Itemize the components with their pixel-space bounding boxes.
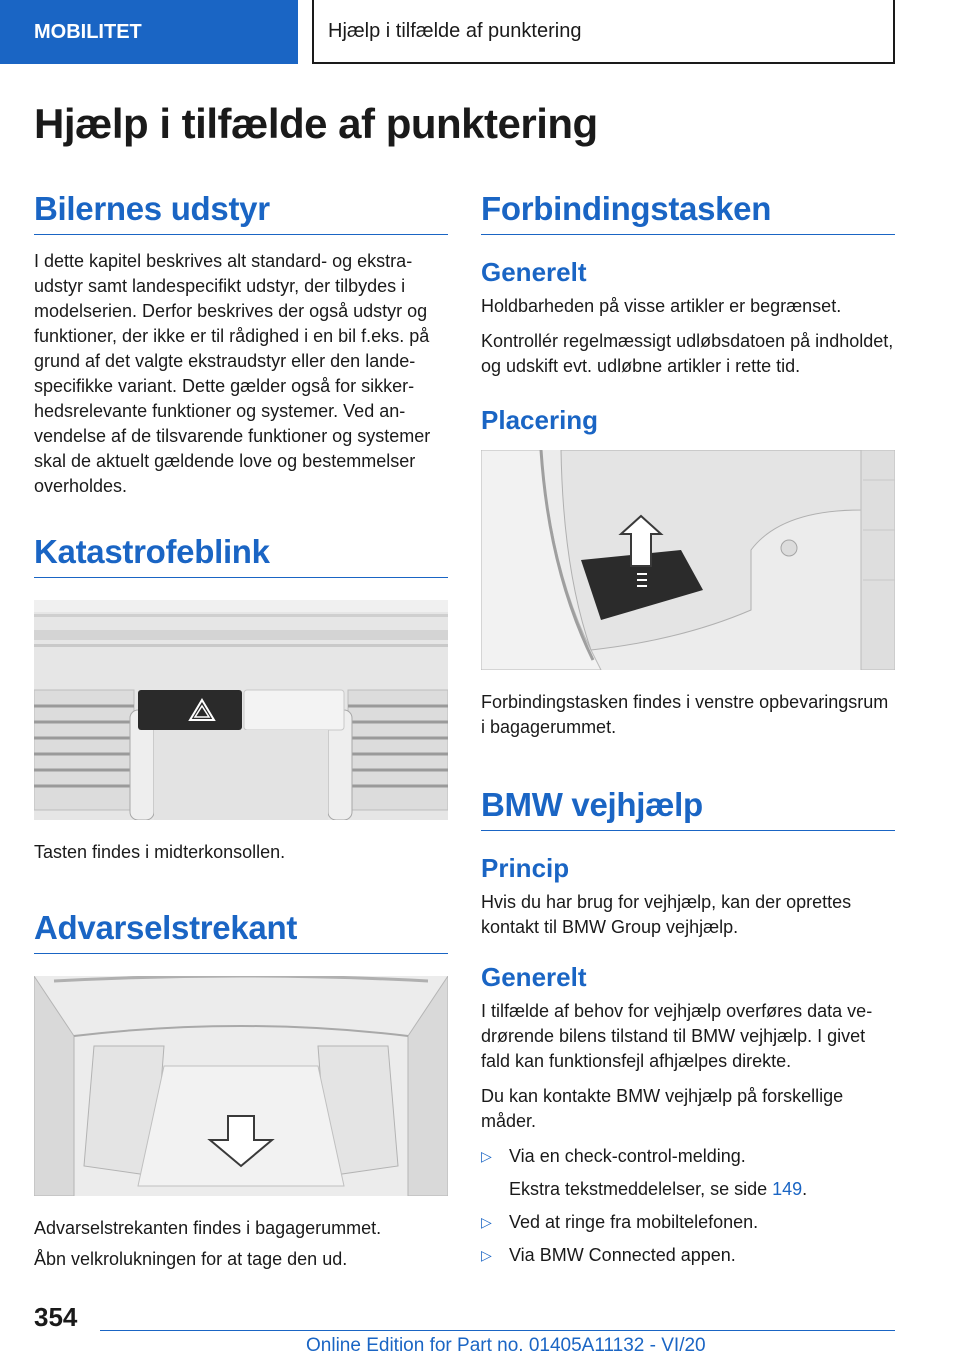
list-item-text: Ved at ringe fra mobiltelefonen. [509,1212,759,1232]
trunk-triangle-image [34,976,448,1196]
heading-assist: BMW vejhjælp [481,786,895,831]
heading-principle: Princip [481,853,570,883]
section-tab [0,0,298,64]
page-title: Hjælp i tilfælde af punktering [34,100,598,147]
list-sub-text [509,1177,807,1202]
heading-placement: Placering [481,405,599,435]
heading-assist-general: Generelt [481,962,587,992]
triangle-caption-2: Åbn velkrolukningen for at tage den ud. [34,1249,348,1269]
heading-equipment: Bilernes udstyr [34,190,448,235]
sub-text-end: . [802,1179,808,1199]
hazard-button-image [34,600,448,820]
footer-edition: Online Edition for Part no. 01405A11132 - VI/20 [306,1335,706,1356]
list-item-text: Via en check-control-melding. [509,1146,746,1166]
heading-firstaid-general: Generelt [481,257,587,287]
triangle-caption-1: Advarselstrekanten findes i bagagerummet. [34,1218,382,1238]
assist-general-p2: Du kan kontakte BMW vejhjælp på forskellige måder. [481,1086,844,1131]
heading-triangle: Advarselstrekant [34,909,448,954]
right-column [481,190,895,1276]
triangle-bullet-icon: ▷ [481,1214,492,1230]
section-tab-label: MOBILITET [34,20,142,43]
page-number: 354 [34,1302,78,1332]
page-link[interactable]: 149 [772,1179,803,1199]
triangle-bullet-icon: ▷ [481,1148,492,1164]
heading-hazard: Katastrofeblink [34,533,448,578]
heading-firstaid: Forbindingstasken [481,190,895,235]
equipment-text: I dette kapitel beskrives alt standard- og ekstraudstyr samt landespecifikt udstyr, der tilbydes i modelserien. Derfor beskrives der også udstyr og funktioner, der ikke er til rådighed i en bil f.eks. på grund af det valgte ekstraudstyr eller den landespecifikke variant. Dette gælder også for sikkerhedsrelevante funktioner og systemer. Ved anvendelse af de tilsvarende funktioner og systemer skal de aktuelt gældende love og bestemmelser overholdes. [34,251,431,496]
assist-general-p1: I tilfælde af behov for vejhjælp overføres data vedrørende bilens tilstand til BMW vejhjælp. I givet fald kan funktionsfejl afhjælpes direkte. [481,1001,873,1071]
list-item [481,1243,895,1268]
principle-text: Hvis du har brug for vejhjælp, kan der oprettes kontakt til BMW Group vejhjælp. [481,892,852,937]
firstaid-general-p1: Holdbarheden på visse artikler er begrænset. [481,296,842,316]
list-item-text: Via BMW Connected appen. [509,1245,736,1265]
firstaid-general-p2: Kontrollér regelmæssigt udløbsdatoen på indholdet, og udskift evt. udløbne artikler i rette tid. [481,331,894,376]
chapter-tab [312,0,895,64]
firstaid-location-image [481,450,895,670]
chapter-tab-label: Hjælp i tilfælde af punktering [328,19,582,42]
triangle-bullet-icon: ▷ [481,1247,492,1263]
left-column [34,190,448,1282]
hazard-caption: Tasten findes i midterkonsollen. [34,842,286,862]
list-item [481,1210,895,1235]
list-item [481,1144,895,1202]
sub-text: Ekstra tekstmeddelelser, se side [509,1179,773,1199]
footer-divider [100,1330,895,1331]
placement-caption: Forbindingstasken findes i venstre opbevaringsrum i bagagerummet. [481,692,889,737]
